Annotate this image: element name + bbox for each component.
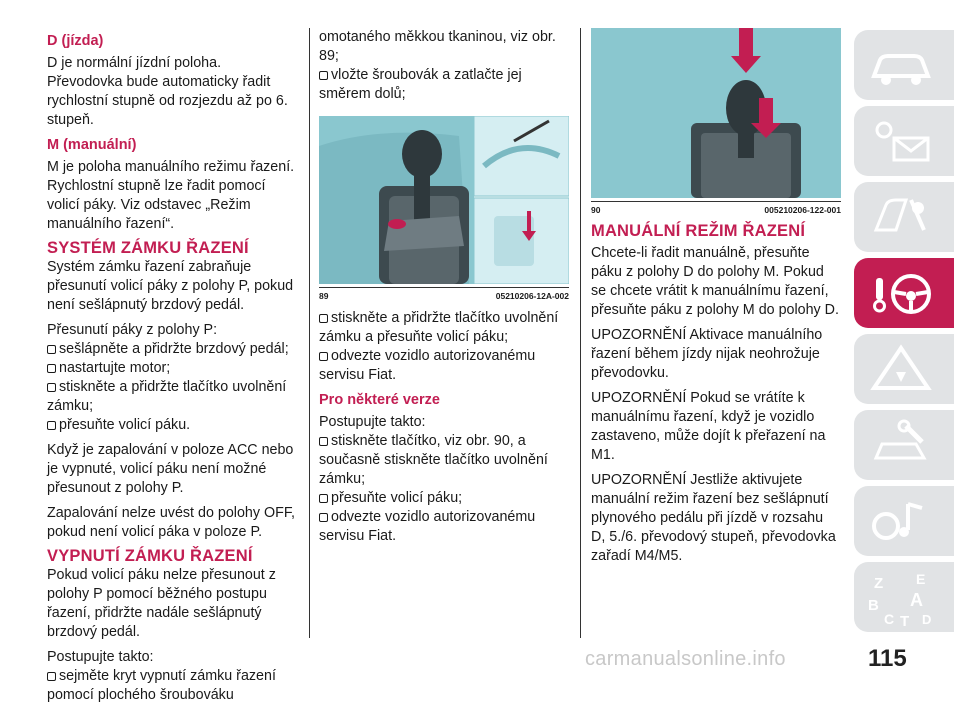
shift-lever-illustration [319,116,569,284]
warning-triangle-icon [866,342,936,396]
column-middle [319,28,569,552]
figure-89-shift-lever [319,116,569,284]
paragraph-drive: D je normální jízdní poloha. Převodovka bude automaticky řadit rychlostní stupně od rozjezdu až po 6. stupeň. [47,55,288,128]
list-item: odvezte vozidlo autorizovanému servisu Fiat. [319,509,536,544]
paragraph-acc: Když je zapalování v poloze ACC nebo je vypnuté, volicí páku není možné přesunout z polohy P. [47,442,294,496]
chapter-tabs [854,30,960,638]
checkbox-bullet-icon [319,494,328,503]
column-right [591,28,841,572]
tab-index[interactable] [854,562,954,632]
paragraph-notice-1: UPOZORNĚNÍ Aktivace manuálního řazení během jízdy nijak neohrožuje převodovku. [591,327,823,381]
checkbox-bullet-icon [47,421,56,430]
index-letter: C [884,611,895,627]
alphabet-index-icon [866,570,946,630]
index-letter: D [922,612,932,627]
list-item: sejměte kryt vypnutí zámku řazení pomocí plochého šroubováku [47,668,276,703]
index-letter: B [868,597,879,614]
figure-90-caption: 90 005210206-122-001 [591,201,841,215]
shift-lever-illustration [591,28,841,198]
paragraph-procedure: Postupujte takto: [319,414,426,430]
index-letter: Z [874,575,884,592]
paragraph-manual-mode: Chcete-li řadit manuálně, přesuňte páku z polohy D do polohy M. Pokud se chcete vrátit k manuálnímu řazení, přesuňte páku z polohy M do polohy D. [591,245,839,318]
paragraph-notice-3: UPOZORNĚNÍ Jestliže aktivujete manuální režim řazení bez sešlápnutí plynového pedálu při jízdě v rozsahu D, 5./6. převodový stupeň, převodovka zařadí M4/M5. [591,472,836,564]
list-item: vložte šroubovák a zatlačte jej směrem dolů; [319,67,522,102]
tab-multimedia[interactable] [854,486,954,556]
paragraph-notice-2: UPOZORNĚNÍ Pokud se vrátíte k manuálnímu řazení, když je vozidlo zastaveno, může dojít k přeřazení na M1. [591,390,826,463]
index-letter: E [916,571,926,587]
wrench-car-icon [866,418,936,472]
column-divider [309,28,310,638]
paragraph-continued: omotaného měkkou tkaninou, viz obr. 89; [319,29,556,64]
tab-emergency[interactable] [854,334,954,404]
figure-90-shift-lever [591,28,841,198]
checkbox-bullet-icon [319,71,328,80]
column-divider [580,28,581,638]
list-item: stiskněte tlačítko, viz obr. 90, a současně stiskněte tlačítko uvolnění zámku; [319,433,548,487]
checkbox-bullet-icon [319,352,328,361]
paragraph-shift-lock: Systém zámku řazení zabraňuje přesunutí volicí páky z polohy P, pokud není sešlápnutý brzdový pedál. [47,259,294,313]
paragraph-release: Pokud volicí páku nelze přesunout z polohy P pomocí běžného postupu řazení, přidržte nadále sešlápnutý brzdový pedál. [47,567,276,640]
watermark: carmanualsonline.info [585,648,786,670]
figure-89-caption: 89 05210206-12A-002 [319,287,569,301]
steering-key-icon [866,266,936,320]
list-item: stiskněte a přidržte tlačítko uvolnění zámku a přesuňte volicí páku; [319,310,559,345]
checkbox-bullet-icon [47,672,56,681]
heading-shift-lock: SYSTÉM ZÁMKU ŘAZENÍ [47,239,249,257]
list-item: stiskněte a přidržte tlačítko uvolnění zámku; [47,379,287,414]
music-settings-icon [866,494,936,548]
paragraph-manual: M je poloha manuálního režimu řazení. Rychlostní stupně lze řadit pomocí volicí páky. Viz odstavec „Režim manuálního řazení“. [47,159,295,232]
checkbox-bullet-icon [319,314,328,323]
checkbox-bullet-icon [47,383,56,392]
tab-maintenance[interactable] [854,410,954,480]
list-item: přesuňte volicí páku. [47,416,299,435]
index-letter: A [910,590,923,610]
heading-shift-lock-release: VYPNUTÍ ZÁMKU ŘAZENÍ [47,547,253,565]
heading-manual-mode: MANUÁLNÍ REŽIM ŘAZENÍ [591,222,806,240]
lights-mail-icon [866,114,936,168]
list-item: sešlápněte a přidržte brzdový pedál; [47,340,299,359]
paragraph-move-intro: Přesunutí páky z polohy P: [47,322,218,338]
page-number: 115 [868,645,907,672]
checkbox-bullet-icon [47,364,56,373]
list-item: odvezte vozidlo autorizovanému servisu Fiat. [319,348,536,383]
car-dashboard-icon [866,38,936,92]
heading-manual: M (manuální) [47,137,137,153]
checkbox-bullet-icon [47,345,56,354]
tab-starting-driving[interactable] [854,258,954,328]
heading-some-versions: Pro některé verze [319,392,440,408]
column-left [47,28,299,711]
index-letter: T [900,613,910,630]
checkbox-bullet-icon [319,513,328,522]
paragraph-procedure: Postupujte takto: [47,649,154,665]
heading-drive: D (jízda) [47,33,104,49]
seatbelt-safety-icon [866,190,936,244]
tab-safety[interactable] [854,182,954,252]
tab-dashboard[interactable] [854,30,954,100]
list-item: přesuňte volicí páku; [319,489,569,508]
list-item: nastartujte motor; [47,359,299,378]
checkbox-bullet-icon [319,437,328,446]
tab-lights[interactable] [854,106,954,176]
paragraph-off: Zapalování nelze uvést do polohy OFF, pokud není volicí páka v poloze P. [47,505,295,540]
